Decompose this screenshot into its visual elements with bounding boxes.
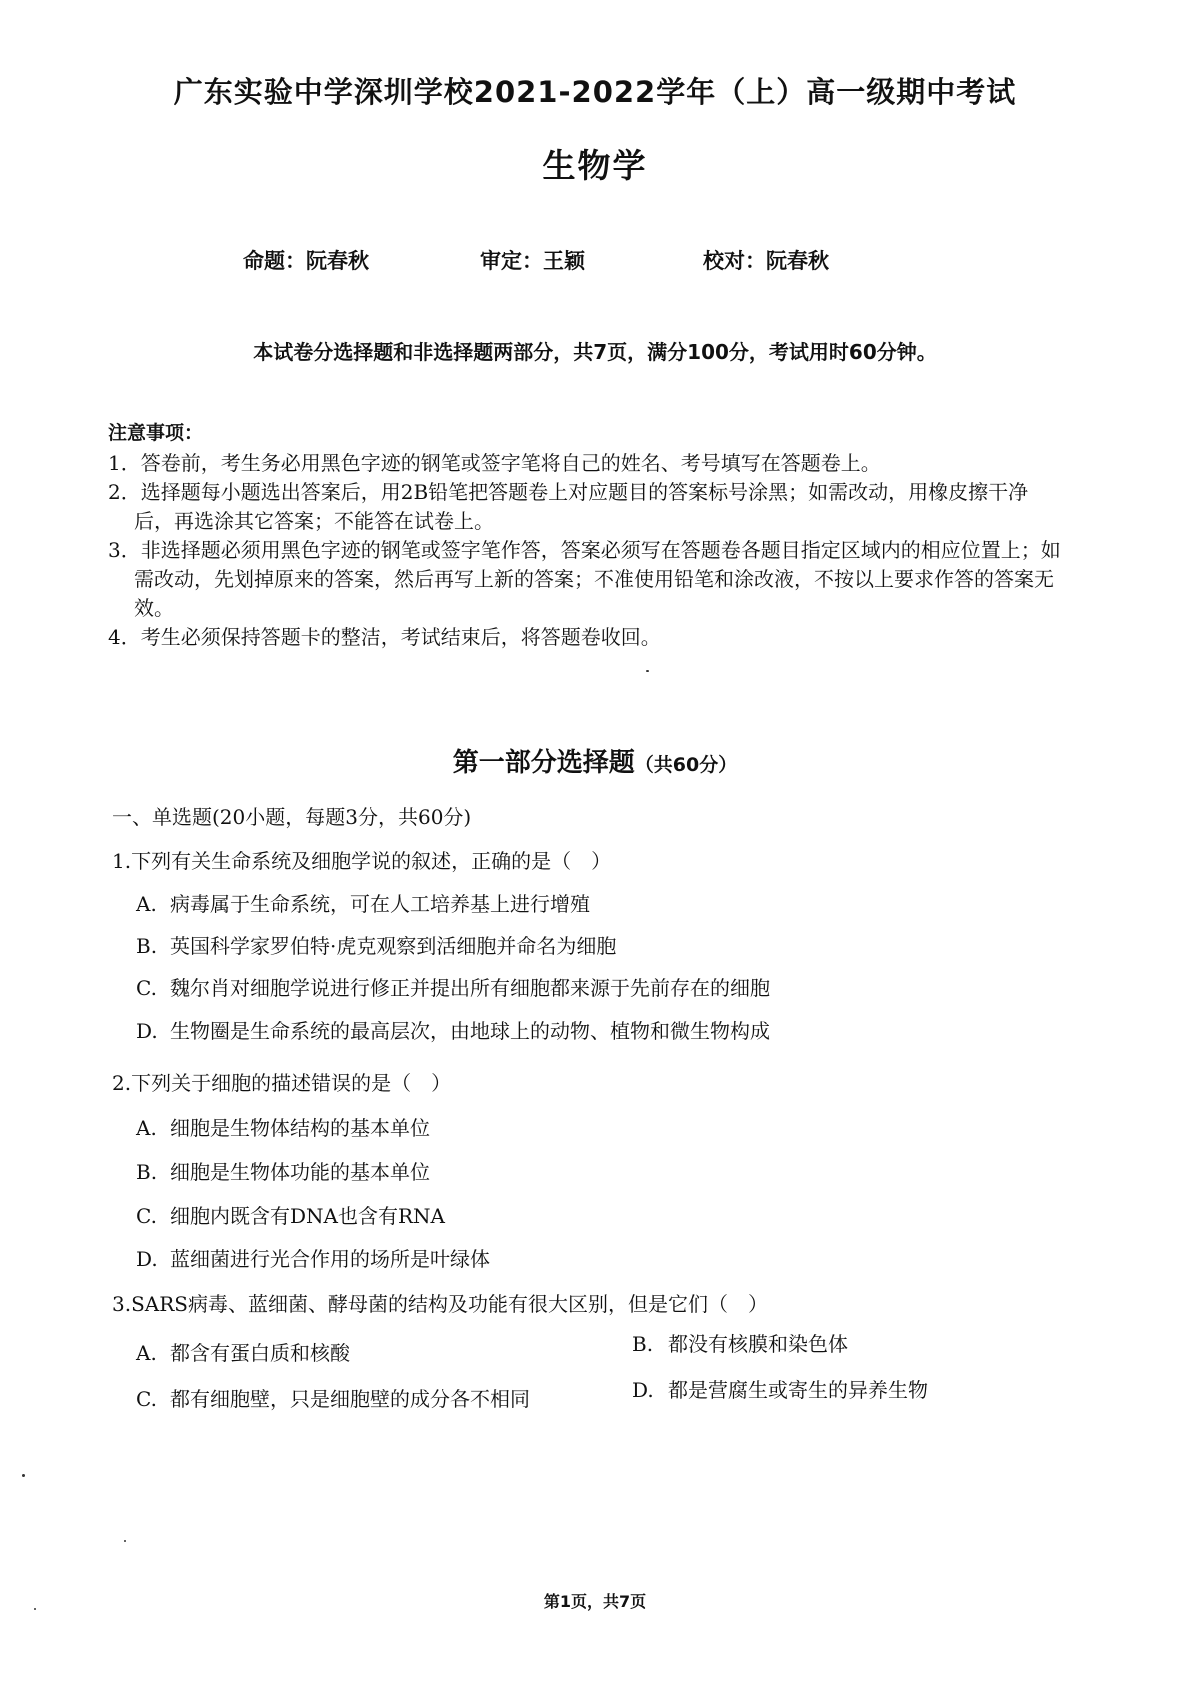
option-letter: D.: [632, 1378, 654, 1402]
scan-speck: [646, 670, 649, 672]
answer-option: [136, 1383, 530, 1412]
author-label: 命题：阮春秋: [243, 249, 369, 273]
answer-option: [136, 972, 770, 1001]
option-letter: A.: [136, 1116, 157, 1140]
answer-option: [136, 930, 616, 959]
page-number: 第1页，共7页: [543, 1592, 647, 1611]
question-stem: 3.SARS病毒、蓝细菌、酵母菌的结构及功能有很大区别，但是它们（ ）: [112, 1292, 768, 1316]
option-letter: C.: [136, 1387, 157, 1411]
option-letter: A.: [136, 1341, 157, 1365]
option-letter: B.: [136, 934, 158, 958]
option-letter: A.: [136, 892, 157, 916]
instructions-title: 注意事项：: [108, 422, 204, 444]
part-one-title: 第一部分选择题: [452, 748, 635, 778]
scan-speck: [22, 1474, 25, 1477]
option-text: 英国科学家罗伯特·虎克观察到活细胞并命名为细胞: [170, 934, 617, 958]
instructions-block: [108, 418, 1068, 652]
option-text: 生物圈是生命系统的最高层次，由地球上的动物、植物和微生物构成: [170, 1019, 770, 1043]
answer-option: [632, 1328, 848, 1357]
part-one-heading: [0, 742, 1190, 779]
option-text: 细胞是生物体功能的基本单位: [170, 1160, 430, 1184]
answer-option: [136, 1015, 770, 1044]
section-heading: 一、单选题(20小题，每题3分，共60分): [112, 805, 472, 829]
exam-title: 广东实验中学深圳学校2021-2022学年（上）高一级期中考试: [173, 75, 1017, 109]
option-text: 细胞内既含有DNA也含有RNA: [170, 1204, 445, 1228]
option-text: 都含有蛋白质和核酸: [170, 1341, 350, 1365]
answer-option: [136, 888, 590, 917]
option-letter: D.: [136, 1247, 158, 1271]
answer-option: [136, 1200, 445, 1229]
option-text: 都有细胞壁，只是细胞壁的成分各不相同: [170, 1387, 530, 1411]
exam-summary: 本试卷分选择题和非选择题两部分，共7页，满分100分，考试用时60分钟。: [253, 340, 937, 364]
part-one-score: （共60分）: [634, 754, 738, 776]
scan-speck: [34, 1608, 36, 1610]
option-text: 细胞是生物体结构的基本单位: [170, 1116, 430, 1140]
option-letter: D.: [136, 1019, 158, 1043]
subject-title: 生物学: [542, 146, 648, 185]
scan-speck: [124, 1540, 126, 1542]
question-stem: 2.下列关于细胞的描述错误的是（ ）: [112, 1071, 452, 1095]
option-text: 蓝细菌进行光合作用的场所是叶绿体: [170, 1247, 490, 1271]
answer-option: [136, 1112, 430, 1141]
instruction-item: 2．选择题每小题选出答案后，用2B铅笔把答题卷上对应题目的答案标号涂黑；如需改动，用橡皮擦干净后，再选涂其它答案；不能答在试卷上。: [108, 480, 1029, 533]
question-stem: 1.下列有关生命系统及细胞学说的叙述，正确的是（ ）: [112, 849, 612, 873]
option-letter: C.: [136, 976, 157, 1000]
answer-option: [136, 1156, 430, 1185]
option-text: 魏尔肖对细胞学说进行修正并提出所有细胞都来源于先前存在的细胞: [170, 976, 770, 1000]
answer-option: [136, 1337, 350, 1366]
option-text: 都没有核膜和染色体: [668, 1332, 848, 1356]
answer-option: [136, 1243, 490, 1272]
option-letter: B.: [136, 1160, 158, 1184]
instruction-item: 1．答卷前，考生务必用黑色字迹的钢笔或签字笔将自己的姓名、考号填写在答题卷上。: [108, 451, 881, 475]
option-letter: B.: [632, 1332, 654, 1356]
proofreader-label: 校对：阮春秋: [703, 249, 829, 273]
option-letter: C.: [136, 1204, 157, 1228]
option-text: 病毒属于生命系统，可在人工培养基上进行增殖: [170, 892, 590, 916]
instruction-item: 3．非选择题必须用黑色字迹的钢笔或签字笔作答，答案必须写在答题卷各题目指定区域内的相应位置上；如需改动，先划掉原来的答案，然后再写上新的答案；不准使用铅笔和涂改液，不按以上要求作答的答案无效。: [108, 538, 1061, 620]
option-text: 都是营腐生或寄生的异养生物: [668, 1378, 928, 1402]
instruction-item: 4．考生必须保持答题卡的整洁，考试结束后，将答题卷收回。: [108, 625, 661, 649]
answer-option: [632, 1374, 928, 1403]
reviewer-label: 审定：王颖: [480, 249, 585, 273]
